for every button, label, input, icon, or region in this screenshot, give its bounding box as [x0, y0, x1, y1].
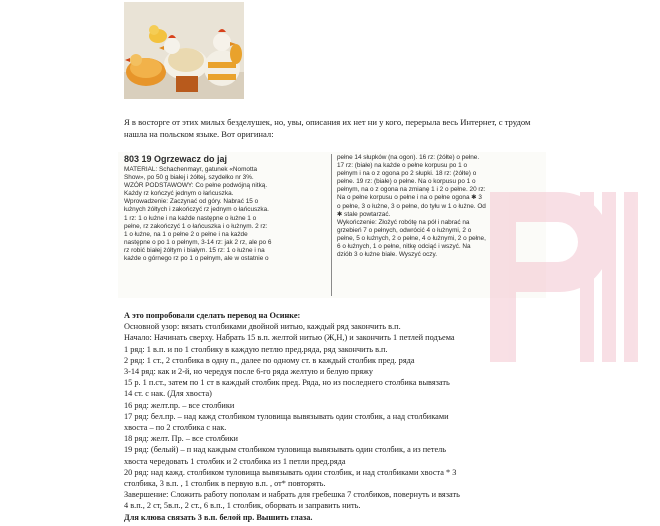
scan-line: Na o pełne korpusu o pełne i na o pełne ogona ✱ 3 — [337, 194, 482, 202]
translation-heading: А это попробовали сделать перевод на Осинке: — [124, 311, 301, 320]
scan-line: łużnych żółtych i zakończyć rz jednym o łańcuszka. — [124, 206, 269, 214]
scan-line: WZÓR PODSTAWOWY: Co pełne podwójną nitką. — [124, 182, 268, 190]
translation-line: 2 ряд: 1 ст., 2 столбика в одну п., далее по одному ст. в каждый столбик пред. ряда — [124, 355, 415, 365]
scan-line: pełne. 19 rz: (białe) o pełne. Na o korpusu po 1 o — [337, 178, 476, 186]
translation-line: хвоста чередовать 1 столбик и 2 столбика из 1 петли пред.ряда — [124, 456, 346, 466]
egg-warmers-photo — [124, 2, 244, 99]
translation-line: 16 ряд: желт.пр. – все столбики — [124, 400, 235, 410]
scan-line: 1 o łużne, na 1 o pełne 2 o pełne i na każde — [124, 230, 248, 238]
translation-line: 20 ряд: над кажд. столбиком туловища вывязывать один столбик, и над столбиками хвоста * 3 — [124, 467, 457, 477]
translation-line: 18 ряд: желт. Пр. – все столбики — [124, 434, 238, 444]
translation-line: Завершение: Сложить работу пополам и набрать для гребешка 7 столбиков, повернуть и вязать — [124, 490, 460, 500]
scan-left-column — [124, 154, 328, 263]
scan-line: Wprowadzenie: Zaczynać od góry. Nabrać 15 o — [124, 198, 259, 206]
scan-line: 1 rz: 1 o łużne i na każde następne o łużne 1 o — [124, 214, 257, 222]
scan-line: rz robić białej żółtym i białym. 15 rz: 1 o łużne i na — [124, 246, 265, 254]
scan-line: Show», po 50 g białej i żółtej, szydełko nr 3%. — [124, 174, 254, 182]
scan-line: pełnym i na o z ogona po 2 słupki. 18 rz: (żółte) o — [337, 170, 477, 178]
scan-line: następne o po 1 o pełnym, 3-14 rz: jak 2 rz, ale po 6 — [124, 238, 272, 246]
pattern-header: 803 19 Ogrzewacz do jaj — [124, 154, 228, 164]
scan-line: pełne, rz zakończyć 1 o łańcuszka i o łużnym. 2 rz: — [124, 222, 268, 230]
scan-line: pełnym, na o z ogona na zmianę 1 i 2 o pełne. 20 rz: — [337, 186, 486, 194]
column-divider — [331, 154, 332, 296]
scan-line: dziób 3 o łużne białe. Wyszyć oczy. — [337, 251, 437, 259]
scan-line: Każdy rz kończyć jednym o łańcuszka. — [124, 190, 234, 198]
scan-line: 6 o łużnych, 1 o pełne, nitkę odciąć i wszyć. Na — [337, 243, 471, 251]
translation-line: 15 р. 1 п.ст., затем по 1 ст в каждый столбик пред. Ряда, но из последнего столбика вывязать — [124, 378, 450, 388]
scan-line: grzebień 7 o pełnych, odwrócić 4 o łużnymi, 2 o — [337, 226, 472, 234]
scan-line: o pełne, 3 o łużne, 3 o pełne, do tyłu w 1 o łużne. Od — [337, 202, 486, 210]
scan-line: każde o górnego rz po 1 o pełnym, ale w ostatnie o — [124, 255, 269, 263]
translation-line: 14 ст. с нак. (Для хвоста) — [124, 389, 212, 399]
translation-line: Начало: Начинать сверху. Набрать 15 в.п. желтой нитью (Ж,Н,) и закончить 1 петлей подъема — [124, 333, 455, 343]
scan-line: pełne 14 słupków (na ogon). 16 rz: (żółte) o pełne. — [337, 154, 480, 161]
scan-line: pełne, 5 o łużnych, 2 o pełne, 4 o łużnymi, 2 o pełne, — [337, 234, 486, 242]
scan-line: MATERIAL: Schachenmayr, gatunek «Nomotta — [124, 166, 258, 173]
scan-line: Wykończenie: Złożyć robótę na pół i nabrać na — [337, 218, 470, 226]
translation-line: 1 ряд: 1 в.п. и по 1 столбику в каждую петлю пред.ряда, ряд закончить в.п. — [124, 344, 388, 354]
intro-text: Я в восторге от этих милых безделушек, но, увы, описания их нет ни у кого, перерыла весь Интернет, с трудом нашла на польском языке. Вот оригинал: — [124, 117, 531, 139]
translation-line: 4 в.п., 2 ст, 5в.п., 2 ст., 6 в.п., 1 столбик, оборвать и заправить нить. — [124, 501, 361, 511]
translation-line: 19 ряд: (белый) – п над каждым столбиком туловища вывязывать один столбик, а из петель — [124, 445, 447, 455]
translation-line: хвоста – по 2 столбика с нак. — [124, 423, 227, 433]
translation-line: столбика, 3 в.п. , 1 столбик в первую в.п. , от* повторять. — [124, 479, 326, 489]
translation-line: Для клюва связать 3 в.п. белой пр. Вышить глаза. — [124, 512, 313, 522]
scan-line: 17 rz: (białe) na każde o pełne korpusu po 1 o — [337, 162, 468, 170]
scan-line: ✱ stale powtarzać. — [337, 210, 391, 218]
translation-line: Основной узор: вязать столбиками двойной нитью, каждый ряд закончить в.п. — [124, 322, 401, 332]
translation-line: 3-14 ряд: как и 2-й, но чередуя после 6-го ряда желтую и белую пряжу — [124, 367, 374, 377]
translation-line: 17 ряд: бел.пр. – над кажд столбиком туловища вывязывать один столбик, а над столбиками — [124, 411, 449, 421]
postila-watermark-logo — [480, 152, 650, 372]
